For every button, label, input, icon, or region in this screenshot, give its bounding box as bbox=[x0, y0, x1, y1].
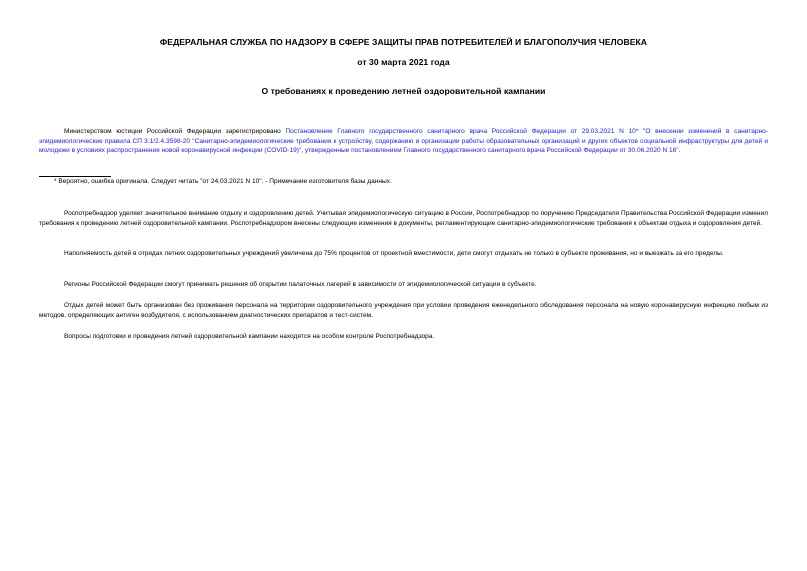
registration-prefix: Министерством юстиции Российской Федерации зарегистрировано bbox=[64, 128, 286, 135]
resolution-link[interactable]: Постановление Главного государственного санитарного врача Российской Федерации от 29.03.2021 N 10* "О внесении изменений в санитарно-эпидемиологические правила СП 3.1/2.4.3598-20 "Санитарно-эпидемиологические требования к устройству, содержанию и организации работы образовательных организаций и других объектов социальной инфраструктуры для детей и молодежи в условиях распространения новой коронавирусной инфекции (COVID-19)", утвержденные постановлением Главного государственного санитарного врача Российской Федерации от 30.06.2020 N 16" bbox=[39, 128, 769, 155]
paragraph-2: Наполняемость детей в отрядах летних оздоровительных учреждений увеличена до 75% процентов от проектной вместимости, дети смогут отдыхать не только в субъекте проживания, но и выезжать за его пределы. bbox=[64, 250, 724, 257]
registration-paragraph bbox=[39, 127, 768, 156]
paragraph-3: Регионы Российской Федерации смогут принимать решения об открытии палаточных лагерей в зависимости от эпидемиологической ситуации в субъекте. bbox=[64, 281, 537, 288]
paragraph-1: Роспотребнадзор уделяет значительное внимание отдыху и оздоровлению детей. Учитывая эпидемиологическую ситуацию в России, Роспотребнадзор по поручению Председателя Правительства Российской Федерации изменил требования к проведению летней оздоровительной кампании. Роспотребнадзором внесены следующие изменения в документы, регламентирующие санитарно-эпидемиологические требования к объектам отдыха и оздоровления детей. bbox=[39, 210, 768, 227]
document-title: О требованиях к проведению летней оздоровительной кампании bbox=[261, 86, 546, 96]
footnote: * Вероятно, ошибка оригинала. Следует читать "от 24.03.2021 N 10". - Примечание изготовителя базы данных. bbox=[54, 178, 392, 185]
document-date: от 30 марта 2021 года bbox=[357, 57, 450, 67]
registration-suffix: . bbox=[678, 147, 681, 155]
paragraph-4: Отдых детей может быть организован без проживания персонала на территории оздоровительного учреждения при условии проведения еженедельного обследования персонала на новую коронавирусную инфекцию любым из методов, определяющих антиген возбудителя, с использованием диагностических препаратов и тест-систем. bbox=[39, 302, 768, 319]
paragraph-5: Вопросы подготовки и проведения летней оздоровительной кампании находятся на особом контроле Роспотребнадзора. bbox=[64, 333, 435, 340]
agency-heading: ФЕДЕРАЛЬНАЯ СЛУЖБА ПО НАДЗОРУ В СФЕРЕ ЗАЩИТЫ ПРАВ ПОТРЕБИТЕЛЕЙ И БЛАГОПОЛУЧИЯ ЧЕЛОВЕКА bbox=[159, 37, 648, 47]
